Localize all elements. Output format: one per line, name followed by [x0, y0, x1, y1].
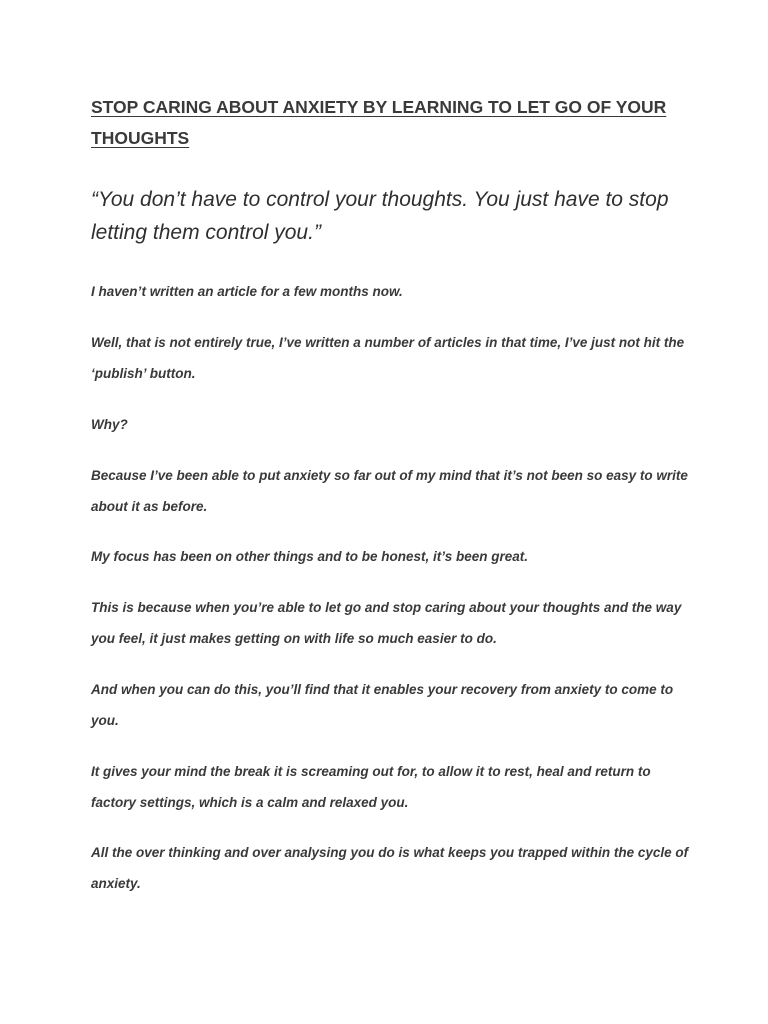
- paragraph: And when you can do this, you’ll find that it enables your recovery from anxiety to come to you.: [91, 682, 674, 728]
- paragraph: Why?: [91, 417, 128, 432]
- paragraph: All the over thinking and over analysing you do is what keeps you trapped within the cycle of anxiety.: [91, 845, 689, 891]
- article-title: STOP CARING ABOUT ANXIETY BY LEARNING TO LET GO OF YOUR THOUGHTS: [91, 97, 667, 148]
- paragraph: Because I’ve been able to put anxiety so far out of my mind that it’s not been so easy to write about it as before.: [91, 468, 688, 514]
- paragraph: Well, that is not entirely true, I’ve written a number of articles in that time, I’ve just not hit the ‘publish’ button.: [91, 335, 685, 381]
- paragraph: It gives your mind the break it is screaming out for, to allow it to rest, heal and return to factory settings, which is a calm and relaxed you.: [91, 764, 651, 810]
- paragraph: My focus has been on other things and to be honest, it’s been great.: [91, 549, 529, 564]
- paragraph: I haven’t written an article for a few months now.: [91, 284, 403, 299]
- pull-quote: “You don’t have to control your thoughts. You just have to stop letting them control you.”: [91, 188, 669, 244]
- paragraph: This is because when you’re able to let go and stop caring about your thoughts and the way you feel, it just makes getting on with life so much easier to do.: [91, 600, 682, 646]
